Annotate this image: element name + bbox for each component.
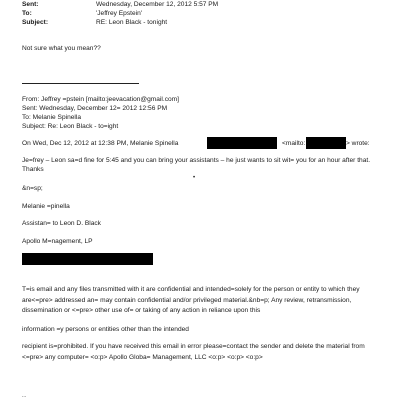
sig-name: Melanie =pinella	[22, 203, 70, 210]
fwd-sent: Sent: Wednesday, December 12= 2012 12:56 PM	[22, 105, 168, 112]
redaction-bar	[306, 137, 346, 149]
mailto-fragment: <mailto:	[282, 140, 306, 147]
quoted-message: Je=frey – Leon sa=d fine for 5:45 and you can bring your assistants – he just wants to sit wit= you for an hour after that.	[22, 157, 371, 164]
redaction-bar	[22, 253, 153, 265]
redaction-bar	[207, 137, 277, 149]
to-value: 'Jeffrey Epstein'	[96, 10, 143, 17]
subject-value: RE: Leon Black - tonight	[96, 19, 168, 26]
fwd-subject: Subject: Re: Leon Black - to=ight	[22, 123, 119, 130]
footer-mark: ...	[22, 393, 27, 399]
sig-company: Apollo M=nagement, LP	[22, 238, 93, 245]
wrote-text: > wrote:	[346, 140, 370, 147]
disclaimer-para-3: recipient is=prohibited. If you have received this email in error please=contact the sender and delete the material from <=pre> any computer= <o:p> Apollo Globa= Management, LLC <o:p> <o:p> <o:p>	[22, 343, 365, 361]
fwd-from: From: Jeffrey =pstein [mailto:jeevacation@gmail.com]	[22, 96, 180, 103]
sig-title: Assistan= to Leon D. Black	[22, 220, 101, 227]
subject-label: Subject:	[22, 19, 49, 26]
fwd-to: To: Melanie Spinella	[22, 114, 82, 121]
sent-value: Wednesday, December 12, 2012 5:57 PM	[96, 1, 219, 8]
quoted-nbsp: &n=sp;	[22, 185, 43, 192]
to-label: To:	[22, 10, 32, 17]
disclaimer-para-2: information =y persons or entities other than the intended	[22, 326, 189, 333]
disclaimer-para-1: T=is email and any files transmitted with it are confidential and intended=solely for the person or entity to which they are<=pre> addressed an= may contain confidential and/or privileged material.&nb=p; Any review, retransmission, dissemination or <=pre> other use of= or taking of any action in reliance upon this	[22, 286, 360, 314]
quoted-thanks: Thanks	[22, 166, 44, 173]
separator-rule	[22, 83, 139, 84]
stray-mark: •	[193, 175, 196, 181]
quoted-on-line: On Wed, Dec 12, 2012 at 12:38 PM, Melanie Spinella	[22, 140, 179, 147]
reply-body: Not sure what you mean??	[22, 45, 101, 52]
sent-label: Sent:	[22, 1, 39, 8]
